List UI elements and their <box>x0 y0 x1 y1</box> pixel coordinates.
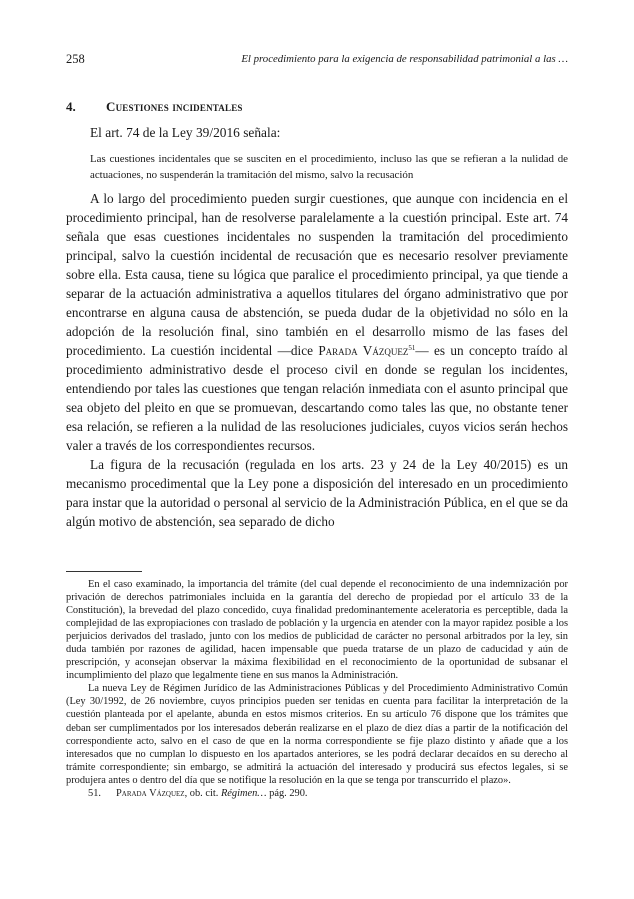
paragraph-1 <box>66 189 568 455</box>
page-header <box>66 52 568 70</box>
footnote-51-author: Parada Vázquez <box>116 787 185 799</box>
section-heading <box>66 99 243 115</box>
legal-quote: Las cuestiones incidentales que se susciten en el procedimiento, incluso las que se refieran a la nulidad de actuaciones, no suspenderán la tramitación del mismo, salvo la recusación <box>90 153 568 181</box>
paragraph-2: La figura de la recusación (regulada en los arts. 23 y 24 de la Ley 40/2015) es un mecanismo procedimental que la Ley pone a disposición del interesado en un procedimiento para instar que la autoridad o personal al servicio de la Administración Pública, en el que se da algún motivo de abstención, sea separado de dicho <box>66 457 568 529</box>
footnote-continuation-1: En el caso examinado, la importancia del trámite (del cual depende el reconocimiento de una indemnización por privación de derechos patrimoniales incluida en la garantía del derecho de propiedad por el artículo 33 de la Constitución), la brevedad del plazo concedido, cuya finalidad predominantemente aceleratoria es perceptible, dada la complejidad de las expropiaciones con traslado de población y la urgencia en atender con la mayor rapidez posible a los perjuicios derivados del traslado, junto con los medios de publicidad de carácter no personal arbitrados por la ley, sin duda también por razones de agilidad, hacen impensable que pueda tratarse de un plazo de caducidad y aún de prescripción, y aconsejan observar la máxima flexibilidad en el reconocimiento de la oportunidad de subsanar el incumplimiento del plazo que legalmente tiene en sus manos la Administración. <box>66 579 568 682</box>
page-number: 258 <box>66 52 85 66</box>
footnote-51-title: Régimen… <box>220 787 267 799</box>
paragraph-1-part-a: A lo largo del procedimiento pueden surgir cuestiones, que aunque con incidencia en el procedimiento principal, han de resolverse paralelamente a la cuestión principal. Este art. 74 señala que esas cuestiones incidentales no suspenden la tramitación del procedimiento principal, salvo la cuestión incidental de recusación que es necesario resolver previamente sobre ella. Esta causa, tiene su lógica que paralice el procedimiento principal, ya que tiende a separar de la actuación administrativa a aquellos titulares del órgano administrativo que por encontrarse en alguna causa de abstención, se pueda dudar de la objetividad no sólo en la adopción de la resolución final, sino también en el desarrollo mismo de las fases del procedimiento. La cuestión incidental —dice <box>66 191 568 358</box>
footnote-separator <box>66 571 142 572</box>
intro-line: El art. 74 de la Ley 39/2016 señala: <box>90 125 281 140</box>
running-title: El procedimiento para la exigencia de responsabilidad patrimonial a las … <box>241 53 568 65</box>
footnote-51-number: 51. <box>88 787 101 799</box>
footnotes <box>66 578 568 800</box>
author-name: Parada Vázquez <box>318 343 409 358</box>
body-text <box>66 189 568 531</box>
footnote-continuation-2: La nueva Ley de Régimen Jurídico de las Administraciones Públicas y del Procedimiento Administrativo Común (Ley 30/1992, de 26 noviembre, cuyos principios pueden ser tenidas en cuenta para facilitar la interpretación de la cuestión planteada por el apelante, abunda en estos mismos criterios. En su artículo 76 dispone que los trámites que deban ser cumplimentados por los interesados deberán realizarse en el plazo de diez días a partir de la notificación del correspondiente acto, salvo en el caso de que en la norma correspondiente se fije plazo distinto y añade que a los interesados que no cumplan lo dispuesto en los apartados anteriores, se les podrá declarar decaídos en su derecho al trámite correspondiente; sin embargo, se admitirá la actuación del interesado y producirá sus efectos legales, si se produjera antes o dentro del día que se notifique la resolución en la que se tenga por transcurrido el plazo». <box>66 683 568 786</box>
footnote-51-text-b: pág. 290. <box>266 787 308 799</box>
section-title: Cuestiones incidentales <box>106 99 243 114</box>
paragraph-1-part-b: — es un concepto traído al procedimiento administrativo desde el proceso civil en donde se regulan los incidentes, entendiendo por tales las cuestiones que tengan relación inmediata con el asunto principal que sea objeto del pleito en que se promuevan, descartando como tales las que, no obstante tener esa relación, se refieren a la nulidad de las resoluciones judiciales, cuyos vicios serán hechos valer a través de los correspondientes recursos. <box>66 343 568 453</box>
footnote-51 <box>66 787 568 800</box>
section-number: 4. <box>66 99 76 114</box>
footnote-51-text-a: , ob. cit. <box>184 787 221 799</box>
footnote-ref-51[interactable]: 51 <box>408 344 416 352</box>
